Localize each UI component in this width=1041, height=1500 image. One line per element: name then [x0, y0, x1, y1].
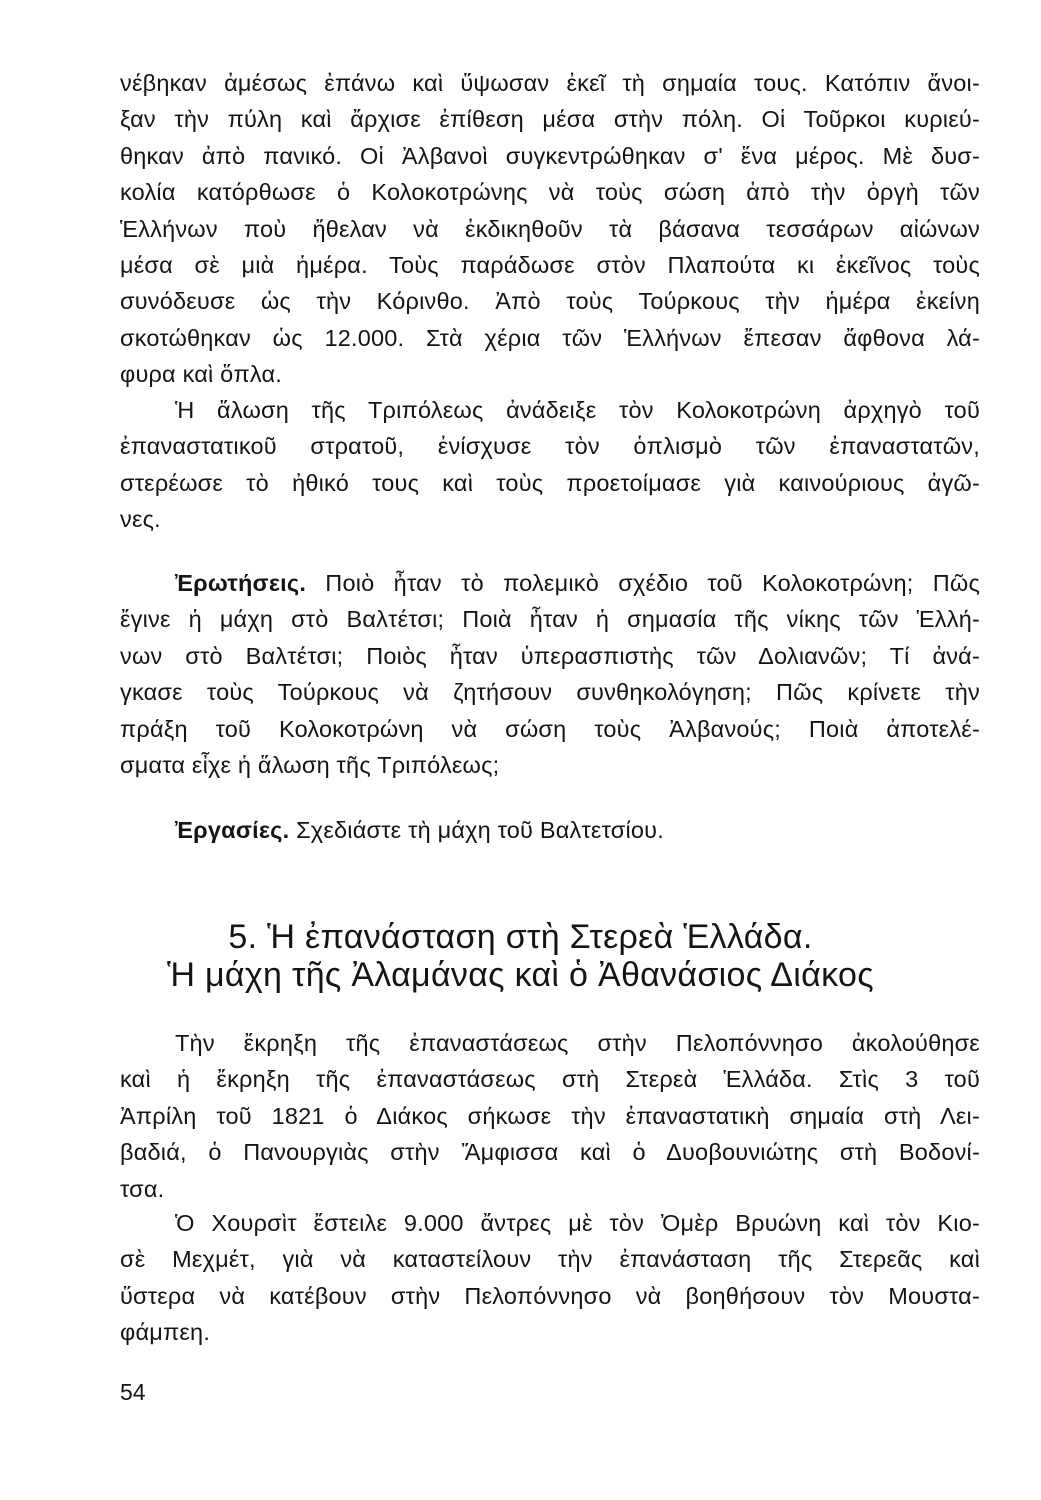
text-line: μέσα σὲ μιὰ ἡμέρα. Τοὺς παράδωσε στὸν Πλαπούτα κι ἐκεῖνος τοὺς	[120, 252, 980, 279]
text-line: σκοτώθηκαν ὡς 12.000. Στὰ χέρια τῶν Ἑλλήνων ἔπεσαν ἄφθονα λά-	[120, 324, 980, 351]
text-line: νες.	[120, 506, 161, 533]
text-line	[120, 812, 980, 848]
text-line	[120, 565, 980, 601]
section-heading-line-1: 5. Ἡ ἐπανάσταση στὴ Στερεὰ Ἑλλάδα.	[228, 918, 813, 956]
section-paragraph-2	[120, 1205, 980, 1351]
text-line: Ἡ ἅλωση τῆς Τριπόλεως ἀνάδειξε τὸν Κολοκοτρώνη ἀρχηγὸ τοῦ	[175, 397, 980, 423]
text-line: καὶ ἡ ἔκρηξη τῆς ἐπαναστάσεως στὴ Στερεὰ Ἑλλάδα. Στὶς 3 τοῦ	[120, 1066, 980, 1093]
text-line: ὕστερα νὰ κατέβουν στὴν Πελοπόννησο νὰ βοηθήσουν τὸν Μουστα-	[120, 1282, 980, 1309]
text-line: Ὁ Χουρσὶτ ἔστειλε 9.000 ἄντρες μὲ τὸν Ὀμὲρ Βρυώνη καὶ τὸν Κιο-	[175, 1210, 980, 1236]
capture-paragraph	[120, 392, 980, 538]
text-line: συνόδευσε ὡς τὴν Κόρινθο. Ἀπὸ τοὺς Τούρκους τὴν ἡμέρα ἐκείνη	[120, 288, 980, 315]
text-line: σματα εἶχε ἡ ἅλωση τῆς Τριπόλεως;	[120, 752, 500, 779]
page-number: 54	[120, 1379, 146, 1405]
text-line: ἐπαναστατικοῦ στρατοῦ, ἐνίσχυσε τὸν ὁπλισμὸ τῶν ἐπαναστατῶν,	[120, 433, 980, 460]
text-line: νων στὸ Βαλτέτσι; Ποιὸς ἦταν ὑπερασπιστὴς τῶν Δολιανῶν; Τί ἀνά-	[120, 642, 980, 669]
text-line: Ἀπρίλη τοῦ 1821 ὁ Διάκος σήκωσε τὴν ἐπαναστατικὴ σημαία στὴ Λει-	[120, 1102, 980, 1129]
text-line: πράξη τοῦ Κολοκοτρώνη νὰ σώση τοὺς Ἀλβανούς; Ποιὰ ἀποτελέ-	[120, 715, 980, 742]
intro-paragraph	[120, 65, 980, 393]
text-line: ξαν τὴν πύλη καὶ ἄρχισε ἐπίθεση μέσα στὴν πόλη. Οἱ Τοῦρκοι κυριεύ-	[120, 106, 980, 133]
tasks-label: Ἐργασίες.	[175, 817, 290, 843]
questions-paragraph	[120, 565, 980, 783]
tasks-paragraph	[120, 812, 980, 848]
text-line: γκασε τοὺς Τούρκους νὰ ζητήσουν συνθηκολόγηση; Πῶς κρίνετε τὴν	[120, 679, 980, 706]
text-line: θηκαν ἀπὸ πανικό. Οἱ Ἀλβανοὶ συγκεντρώθηκαν σ' ἕνα μέρος. Μὲ δυσ-	[120, 142, 980, 169]
text-line: Ἑλλήνων ποὺ ἤθελαν νὰ ἐκδικηθοῦν τὰ βάσανα τεσσάρων αἰώνων	[120, 215, 980, 242]
text-line: κολία κατόρθωσε ὁ Κολοκοτρώνης νὰ τοὺς σώση ἀπὸ τὴν ὀργὴ τῶν	[120, 179, 980, 206]
text-line: Τὴν ἔκρηξη τῆς ἐπαναστάσεως στὴν Πελοπόννησο ἀκολούθησε	[175, 1030, 980, 1056]
tasks-text: Σχεδιάστε τὴ μάχη τοῦ Βαλτετσίου.	[289, 817, 664, 843]
text-line: βαδιά, ὁ Πανουργιὰς στὴν Ἄμφισσα καὶ ὁ Δυοβουνιώτης στὴ Βοδονί-	[120, 1139, 980, 1166]
section-paragraph-1	[120, 1025, 980, 1207]
text-line: στερέωσε τὸ ἠθικό τους καὶ τοὺς προετοίμασε γιὰ καινούριους ἀγῶ-	[120, 469, 980, 496]
text-line: τσα.	[120, 1175, 165, 1202]
section-heading-line-2: Ἡ μάχη τῆς Ἀλαμάνας καὶ ὁ Ἀθανάσιος Διάκος	[167, 956, 874, 994]
text-line: φυρα καὶ ὅπλα.	[120, 361, 282, 388]
questions-label: Ἐρωτήσεις.	[175, 570, 307, 596]
text-line: φάμπεη.	[120, 1319, 211, 1346]
questions-text: Ποιὸ ἦταν τὸ πολεμικὸ σχέδιο τοῦ Κολοκοτρώνη; Πῶς	[306, 570, 980, 596]
text-line: νέβηκαν ἀμέσως ἐπάνω καὶ ὕψωσαν ἐκεῖ τὴ σημαία τους. Κατόπιν ἄνοι-	[120, 70, 980, 96]
text-line: σὲ Μεχμέτ, γιὰ νὰ καταστείλουν τὴν ἐπανάσταση τῆς Στερεᾶς καὶ	[120, 1246, 980, 1273]
text-line: ἔγινε ἡ μάχη στὸ Βαλτέτσι; Ποιὰ ἦταν ἡ σημασία τῆς νίκης τῶν Ἑλλή-	[120, 606, 980, 633]
